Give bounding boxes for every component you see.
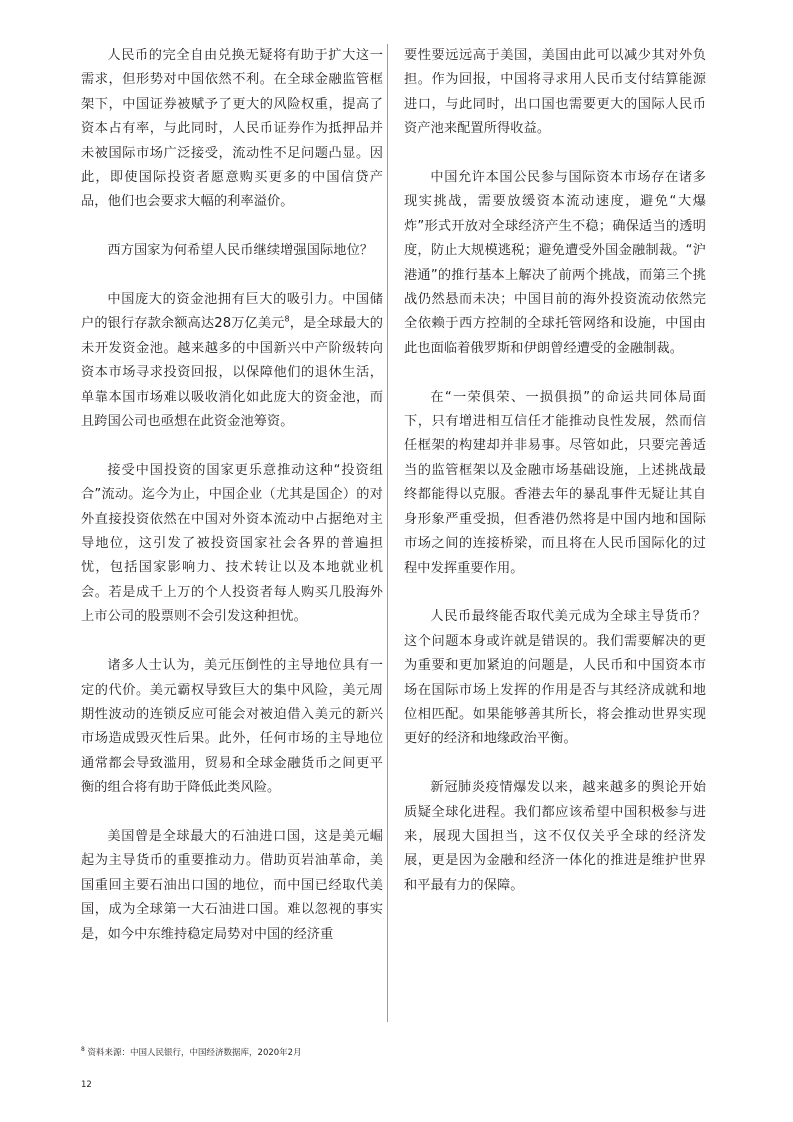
right-column [404,44,706,923]
paragraph-dominant-currency-question: 人民币最终能否取代美元成为全球主导货币？这个问题本身或许就是错误的。我们需要解决的更为重要和更加紧迫的问题是，人民币和中国资本市场在国际市场上发挥的作用是否与其经济成就和地位相匹配。如果能够善其所长，将会推动世界实现更好的经济和地缘政治平衡。 [404,609,706,747]
paragraph-capital-market-challenges: 中国允许本国公民参与国际资本市场存在诸多现实挑战，需要放缓资本流动速度，避免“大爆炸”形式开放对全球经济产生不稳；确保适当的透明度，防止大规模逃税；避免遭受外国金融制裁。“沪港通”的推行基本上解决了前两个挑战，而第三个挑战仍然悬而未决；中国目前的海外投资流动依然完全依赖于西方控制的全球托管网络和设施，中国由此也面临着俄罗斯和伊朗曾经遭受的金融制裁。 [404,170,706,356]
page-number: 12 [81,1080,92,1090]
footnote-reference: 8 [284,315,290,325]
paragraph-text-after-footnote: ，是全球最大的未开发资金池。越来越多的中国新兴中产阶级转向资本市场寻求投资回报，以保障他们的退休生活，单靠本国市场难以吸收消化如此庞大的资金池，而且跨国公司也亟想在此资金池筹资。 [81,316,383,430]
paragraph-shared-destiny: 在“一荣俱荣、一损俱损”的命运共同体局面下，只有增进相互信任才能推动良性发展，然而信任框架的构建却并非易事。尽管如此，只要完善适当的监管框架以及金融市场基础设施，上述挑战最终都能得以克服。香港去年的暴乱事件无疑让其自身形象严重受损，但香港仍然将是中国内地和国际市场之间的连接桥梁，而且将在人民币国际化的过程中发挥重要作用。 [404,389,706,576]
section-question-heading: 西方国家为何希望人民币继续增强国际地位？ [107,243,374,259]
paragraph-continued-oil: 要性要远远高于美国，美国由此可以减少其对外负担。作为回报，中国将寻求用人民币支付结算能源进口，与此同时，出口国也需要更大的国际人民币资产池来配置所得收益。 [404,48,706,137]
footnote [81,1047,302,1059]
column-divider [387,44,388,1022]
paragraph-china-capital-pool [81,288,383,434]
paragraph-text-before-footnote: 中国庞大的资金池拥有巨大的吸引力。中国储户的银行存款余额高达28万亿美元 [81,292,383,332]
left-column [81,44,383,971]
paragraph-dollar-dominance: 诸多人士认为，美元压倒性的主导地位具有一定的代价。美元霸权导致巨大的集中风险，美元周期性波动的连锁反应可能会对被迫借入美元的新兴市场造成毁灭性后果。此外，任何市场的主导地位通常都会导致滥用，贸易和全球金融货币之间更平衡的组合将有助于降低此类风险。 [81,658,383,796]
paragraph-globalization: 新冠肺炎疫情爆发以来，越来越多的舆论开始质疑全球化进程。我们都应该希望中国积极参与进来，展现大国担当，这不仅仅关乎全球的经济发展，更是因为金融和经济一体化的推进是维护世界和平最有力的保障。 [404,780,706,893]
footnote-text: 资料来源：中国人民银行，中国经济数据库，2020年2月 [84,1048,302,1058]
paragraph-renminbi-convertibility: 人民币的完全自由兑换无疑将有助于扩大这一需求，但形势对中国依然不利。在全球金融监管框架下，中国证券被赋予了更大的风险权重，提高了资本占有率，与此同时，人民币证券作为抵押品并未被国际市场广泛接受，流动性不足问题凸显。因此，即使国际投资者愿意购买更多的中国信贷产品，他们也会要求大幅的利率溢价。 [81,48,383,210]
paragraph-oil-imports: 美国曾是全球最大的石油进口国，这是美元崛起为主导货币的重要推动力。借助页岩油革命，美国重回主要石油出口国的地位，而中国已经取代美国，成为全球第一大石油进口国。难以忽视的事实是，如今中东维持稳定局势对中国的经济重 [81,828,383,942]
paragraph-portfolio-flows: 接受中国投资的国家更乐意推动这种“投资组合”流动。迄今为止，中国企业（尤其是国企）的对外直接投资依然在中国对外资本流动中占据绝对主导地位，这引发了被投资国家社会各界的普遍担忧，包括国家影响力、技术转让以及本地就业机会。若是成千上万的个人投资者每人购买几股海外上市公司的股票则不会引发这种担忧。 [81,462,383,625]
footnote-marker: 8 [81,1046,85,1054]
